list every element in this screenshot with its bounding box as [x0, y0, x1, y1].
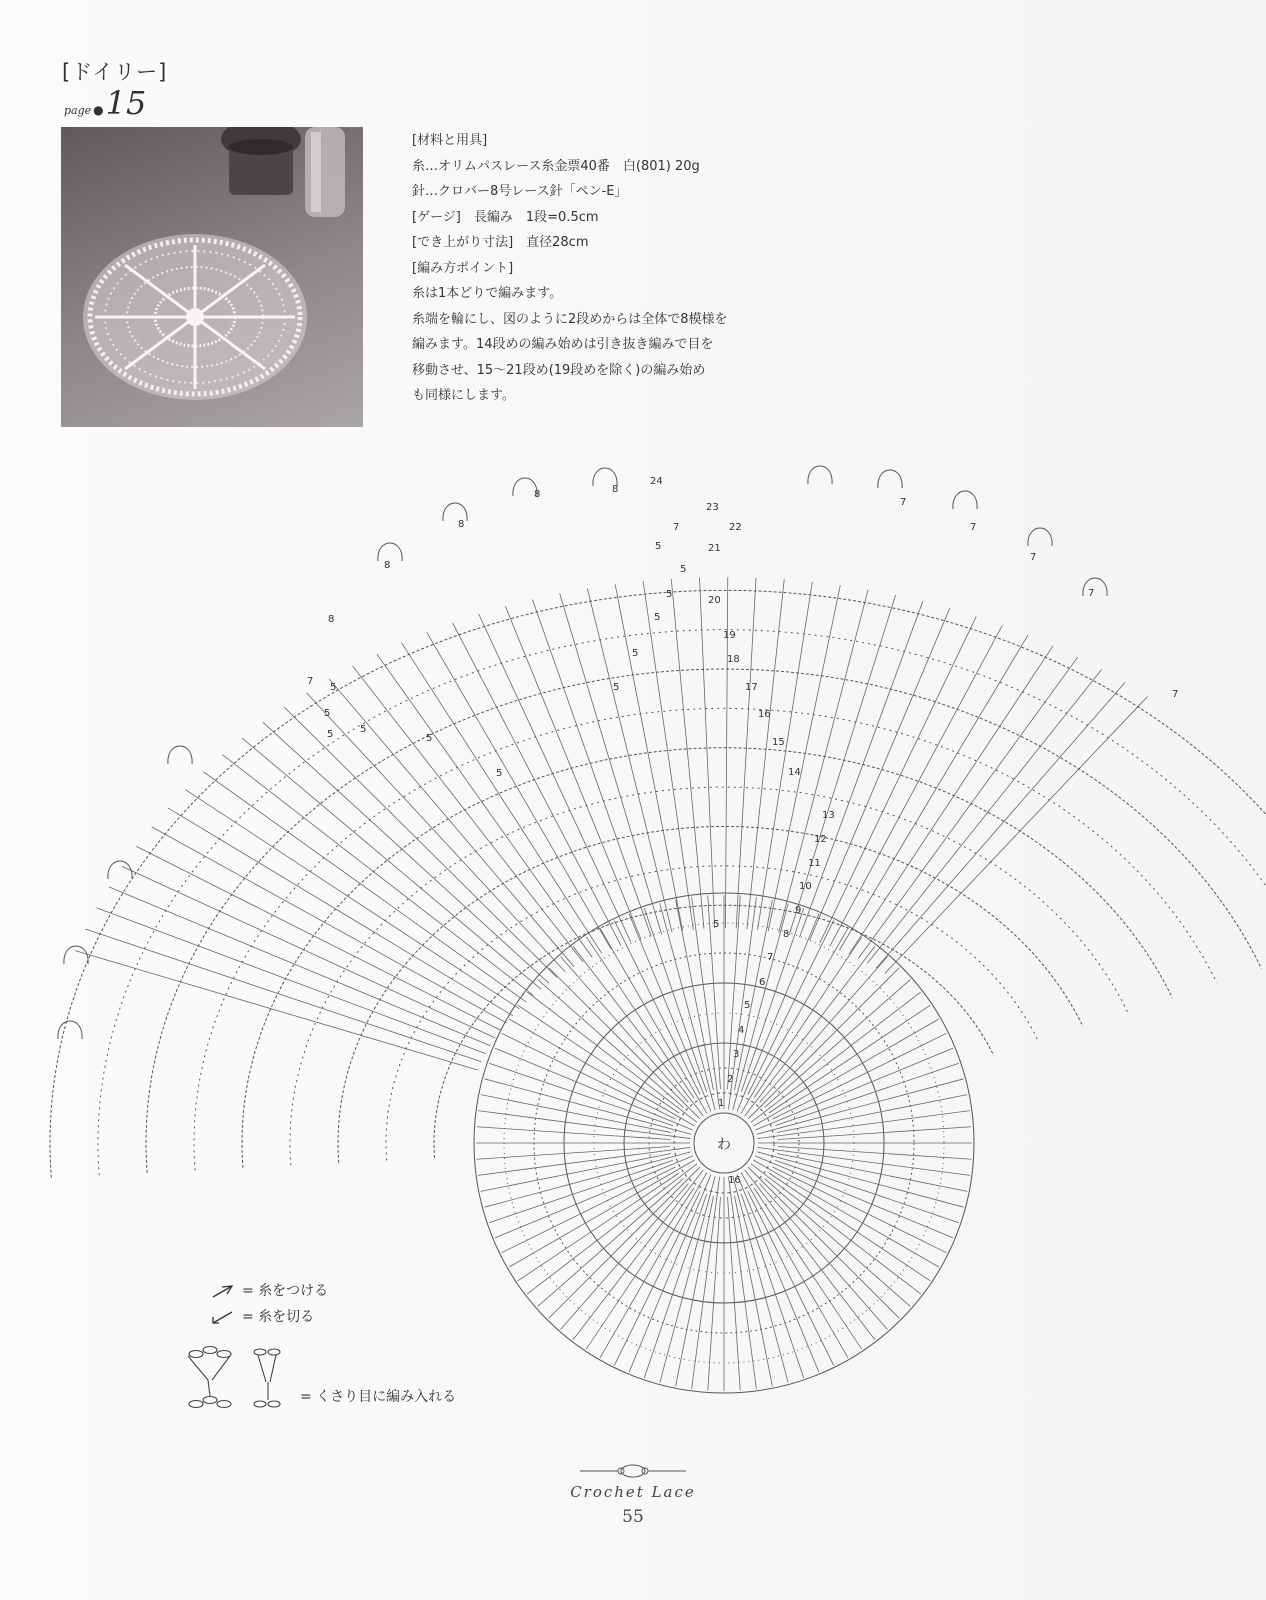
fan-stitch-line — [377, 654, 592, 957]
hook-line: 針…クロバー8号レース針「ペン-E」 — [412, 184, 628, 199]
scallop-label: 7 — [970, 522, 977, 533]
row-number-label: 21 — [708, 543, 721, 554]
stitch-line — [777, 1154, 967, 1192]
stitch-line — [676, 1196, 714, 1386]
fan-stitch-line — [284, 707, 557, 977]
scallop-label: 8 — [458, 519, 465, 530]
fan-stitch-line — [402, 643, 602, 953]
stitch-line — [751, 1164, 921, 1294]
join-yarn-icon — [210, 1283, 236, 1299]
picot-scallop — [108, 861, 132, 879]
row-number-label: 1 — [718, 1098, 725, 1109]
stitch-line — [586, 937, 694, 1098]
cut-yarn-icon — [210, 1309, 236, 1325]
scallop-label: 7 — [1172, 689, 1179, 700]
repeat-count-label: 5 — [613, 682, 620, 693]
stitch-line — [676, 900, 714, 1090]
stitch-line — [527, 1164, 697, 1294]
stitch-line — [560, 957, 688, 1103]
outer-row-arc — [146, 669, 1261, 1173]
fan-stitch-line — [505, 606, 641, 939]
stitch-line — [777, 1095, 967, 1133]
scallop-label: 7 — [673, 522, 680, 533]
outer-row-arc — [50, 590, 1266, 1177]
legend-join-yarn — [210, 1278, 328, 1304]
fan-stitch-line — [736, 578, 756, 929]
instruction-line: 移動させ、15～21段め(19段めを除く)の編み始め — [412, 362, 706, 378]
fan-stitch-line — [615, 584, 683, 931]
start-row-label: 16 — [728, 1175, 741, 1186]
instruction-line: 糸は1本どりで編みます。 — [412, 286, 563, 301]
instruction-line: 糸端を輪にし、図のように2段めからは全体で8模様を — [412, 311, 728, 327]
bullet-icon: ● — [93, 103, 104, 117]
stitch-line — [538, 979, 684, 1107]
row-number-label: 19 — [723, 630, 736, 641]
repeat-count-label: 5 — [655, 541, 662, 552]
repeat-count-label: 5 — [680, 564, 687, 575]
outer-row-arc — [242, 748, 1172, 1168]
row-number-label: 20 — [708, 595, 721, 606]
fan-stitch-line — [671, 579, 704, 929]
picot-scallop — [808, 466, 832, 484]
page-word: page — [64, 104, 92, 117]
repeat-count-label: 5 — [426, 733, 433, 744]
repeat-count-label: 5 — [666, 589, 673, 600]
fan-stitch-line — [839, 635, 1028, 950]
stitch-line — [560, 1184, 688, 1330]
stitch-line — [751, 992, 921, 1122]
fan-stitch-line — [560, 593, 662, 934]
picot-scallop — [1028, 528, 1052, 546]
stitch-line — [754, 1188, 862, 1349]
footer-brand: Crochet Lace — [570, 1483, 696, 1501]
stitch-line — [769, 1173, 930, 1281]
picot-scallop — [1083, 578, 1107, 596]
stitch-line — [728, 1197, 741, 1391]
fan-stitch-line — [830, 625, 1003, 946]
picot-scallop — [878, 470, 902, 488]
row-number-label: 16 — [758, 709, 771, 720]
scallop-label: 7 — [307, 676, 314, 687]
row-number-label: 22 — [729, 522, 742, 533]
repeat-count-label: 5 — [496, 768, 503, 779]
stitch-line — [735, 1196, 773, 1386]
instruction-line: も同様にします。 — [412, 388, 515, 403]
stitch-line — [765, 979, 911, 1107]
row-number-label: 8 — [783, 929, 790, 940]
stitch-line — [745, 1170, 875, 1340]
stitch-line — [760, 1184, 888, 1330]
legend-cut-yarn — [210, 1304, 328, 1330]
repeat-count-label: 5 — [330, 682, 337, 693]
photo-page-number: 15 — [105, 84, 147, 122]
fan-stitch-line — [122, 866, 495, 1038]
row-number-label: 17 — [745, 682, 758, 693]
row-number-label: 10 — [799, 881, 812, 892]
row-number-label: 4 — [738, 1025, 745, 1036]
fan-stitch-line — [75, 951, 477, 1070]
stitch-line — [481, 1154, 671, 1192]
fan-stitch-line — [152, 827, 507, 1023]
stitch-line — [518, 1005, 679, 1113]
repeat-count-label: 5 — [327, 729, 334, 740]
row-number-label: 2 — [727, 1074, 734, 1085]
row-number-label: 15 — [772, 737, 785, 748]
scallop-label: 8 — [534, 489, 541, 500]
scallop-label: 8 — [384, 560, 391, 571]
repeat-count-label: 5 — [324, 708, 331, 719]
fan-stitch-line — [353, 666, 583, 962]
points-heading: [編み方ポイント] — [412, 260, 514, 276]
fan-stitch-line — [222, 755, 533, 996]
row-number-label: 23 — [706, 502, 719, 513]
instruction-line: 編みます。14段めの編み始めは引き抜き編みで目を — [412, 337, 714, 352]
row-number-label: 13 — [822, 810, 835, 821]
outer-row-arc — [194, 708, 1217, 1170]
picot-scallop — [378, 543, 402, 561]
row-number-label: 5 — [744, 1000, 751, 1011]
row-number-label: 11 — [808, 858, 821, 869]
row-number-label: 7 — [767, 952, 774, 963]
scallop-label: 8 — [328, 614, 335, 625]
yarn-line: 糸…オリムパスレース糸金票40番 白(801) 20g — [412, 158, 700, 174]
stitch-line — [527, 992, 697, 1122]
materials-heading: [材料と用具] — [412, 133, 488, 148]
fan-stitch-line — [96, 908, 485, 1054]
stitch-line — [760, 957, 888, 1103]
scallop-label: 7 — [1088, 588, 1095, 599]
picot-scallop — [64, 946, 88, 964]
section-title: [ドイリー] — [62, 60, 168, 84]
stitch-line — [477, 1147, 671, 1160]
outer-row-arc — [338, 826, 1083, 1162]
row-number-label: 3 — [733, 1049, 740, 1060]
row-number-label: 12 — [814, 834, 827, 845]
stitch-line — [735, 900, 773, 1090]
picot-scallop — [58, 1021, 82, 1039]
outer-row-arc — [290, 787, 1128, 1165]
scallop-label: 7 — [900, 497, 907, 508]
outer-row-arc — [434, 905, 994, 1158]
repeat-count-label: 5 — [632, 648, 639, 659]
legend-cut-yarn-text: = 糸を切る — [242, 1309, 315, 1325]
fan-stitch-line — [263, 722, 549, 983]
row-number-label: 24 — [650, 476, 663, 487]
center-ring-label: わ — [717, 1137, 731, 1153]
fan-stitch-line — [136, 846, 500, 1030]
row-number-label: 14 — [788, 767, 801, 778]
stitch-line — [728, 896, 741, 1090]
gauge-line: [ゲージ] 長編み 1段=0.5cm — [412, 209, 599, 225]
page-number: 55 — [622, 1507, 644, 1527]
legend-work-into-chain-text: = くさり目に編み入れる — [300, 1389, 457, 1405]
legend-join-yarn-text: = 糸をつける — [242, 1283, 329, 1299]
stitch-line — [538, 1179, 684, 1307]
stitch-line — [708, 1197, 721, 1391]
fan-stitch-line — [643, 581, 693, 930]
fan-stitch-line — [306, 693, 565, 972]
row-number-label: 18 — [727, 654, 740, 665]
legend — [210, 1278, 328, 1330]
stitch-line — [769, 1005, 930, 1113]
stitch-line — [745, 946, 875, 1116]
fan-stitch-line — [810, 608, 950, 940]
stitch-line — [481, 1095, 671, 1133]
stitch-line — [477, 1127, 671, 1140]
stitch-line — [518, 1173, 679, 1281]
fan-stitch-line — [779, 590, 868, 933]
repeat-count-label: 5 — [654, 612, 661, 623]
footer-ornament-icon — [578, 1462, 688, 1480]
finished-size-line: [でき上がり寸法] 直径28cm — [412, 235, 589, 250]
outer-row-arc — [98, 630, 1266, 1176]
stitch-line — [573, 946, 703, 1116]
fan-stitch-line — [820, 616, 976, 943]
picot-scallop — [953, 491, 977, 509]
stitch-line — [573, 1170, 703, 1340]
work-into-chain-icon — [178, 1344, 293, 1416]
stitch-line — [778, 1147, 972, 1160]
stitch-line — [765, 1179, 911, 1307]
row-number-label: 6 — [759, 977, 766, 988]
stitch-line — [586, 1188, 694, 1349]
stitch-line — [778, 1127, 972, 1140]
fan-stitch-line — [203, 772, 526, 1002]
scallop-label: 7 — [1030, 552, 1037, 563]
repeat-count-label: 5 — [360, 724, 367, 735]
fan-stitch-line — [85, 929, 481, 1062]
repeat-count-label: 5 — [713, 919, 720, 930]
picot-scallop — [168, 746, 192, 764]
scallop-label: 8 — [612, 484, 619, 495]
row-number-label: 9 — [795, 905, 802, 916]
fan-stitch-line — [768, 585, 840, 931]
